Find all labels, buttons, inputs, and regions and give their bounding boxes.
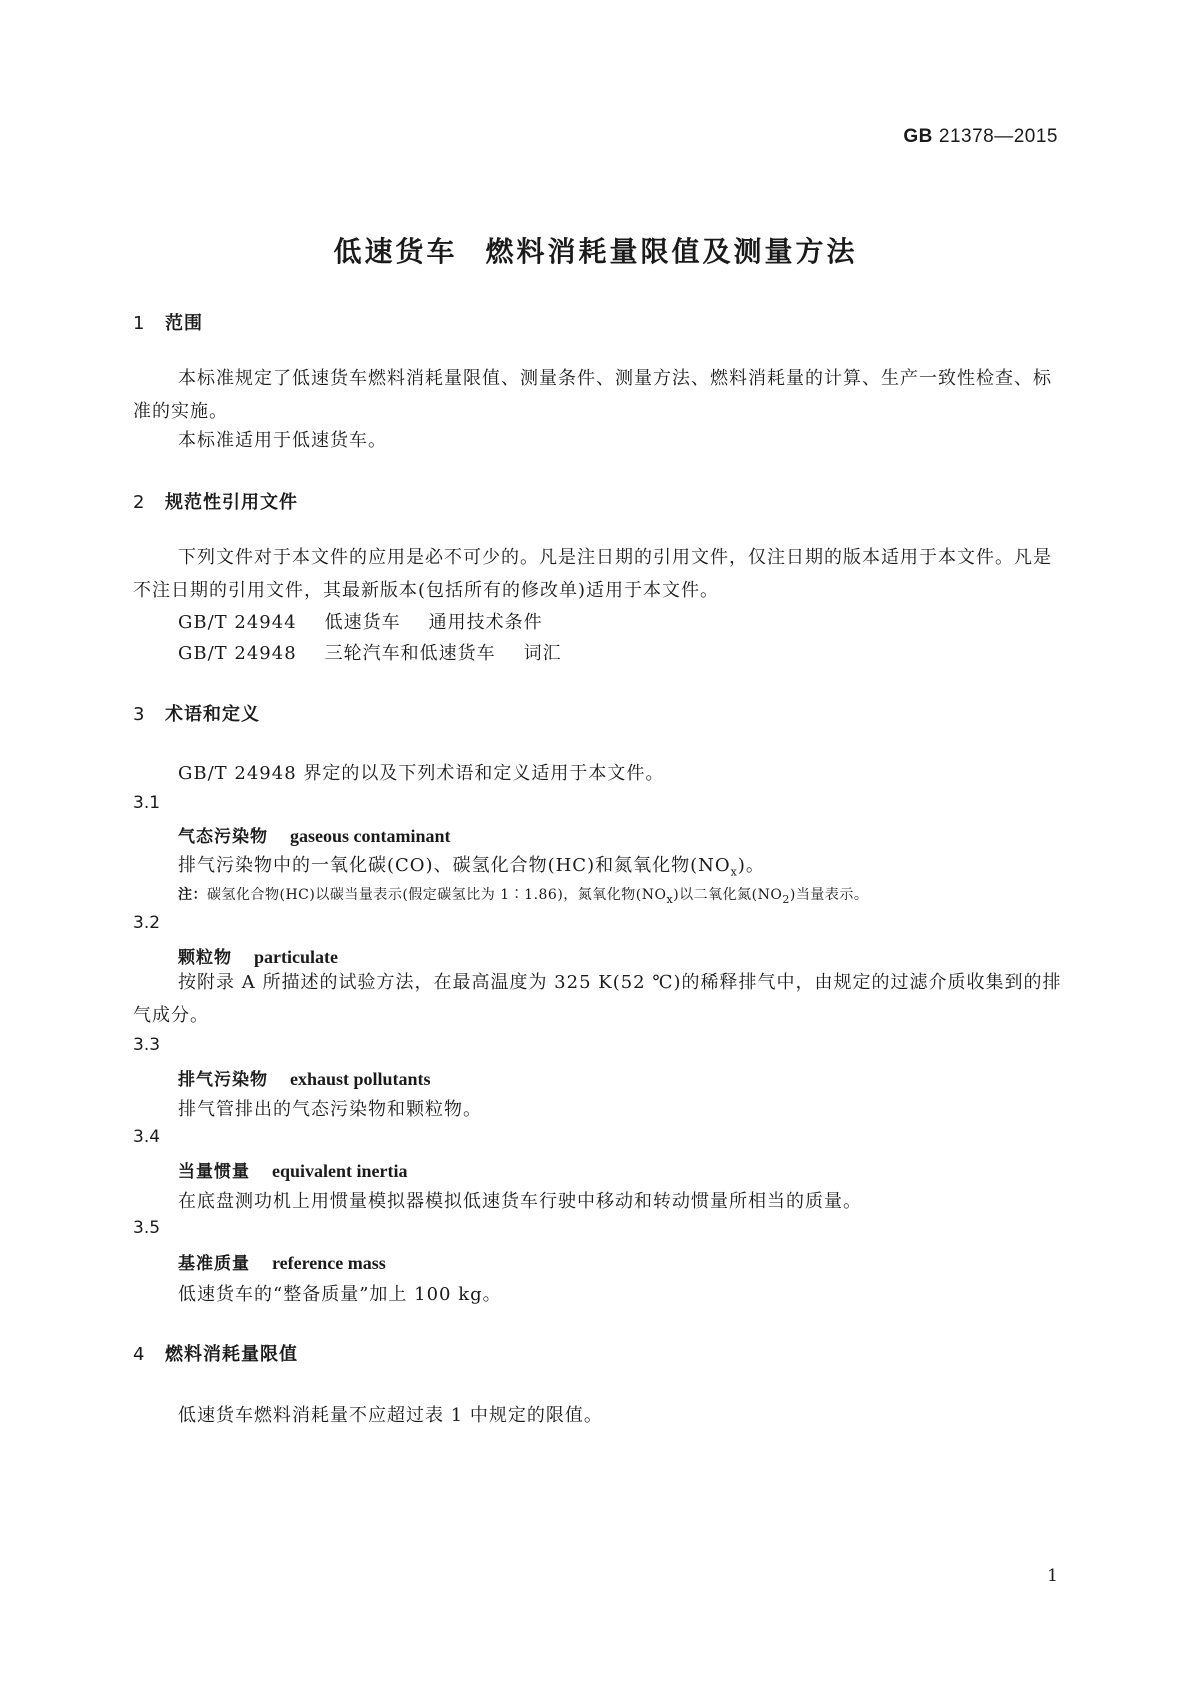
standard-prefix: GB [903,126,933,147]
reference-code: GB/T 24948 [178,643,297,664]
standard-code: 21378—2015 [938,126,1058,147]
section-number: 1 [133,313,146,334]
reference-subtitle: 词汇 [523,643,562,664]
reference-title: 低速货车 [324,612,401,633]
subscript: x [730,865,738,879]
note-text: )以二氧化氮(NO [673,887,783,903]
section-1-heading [133,309,203,335]
reference-item [178,608,543,634]
term-definition: 低速货车的“整备质量”加上 100 kg。 [178,1284,502,1305]
term-english: gaseous contaminant [290,826,451,846]
document-title [0,230,1191,270]
reference-title: 三轮汽车和低速货车 [324,643,496,664]
section-4-paragraph-1: 低速货车燃料消耗量不应超过表 1 中规定的限值。 [178,1405,603,1426]
term-english: reference mass [272,1253,386,1273]
clause-number: 3.3 [133,1035,161,1055]
term-chinese: 气态污染物 [178,827,268,847]
reference-code: GB/T 24944 [178,612,297,633]
definition-text: )。 [737,855,765,876]
section-2-heading [133,488,298,514]
reference-subtitle: 通用技术条件 [428,612,543,633]
term-heading [178,1065,431,1090]
clause-number: 3.4 [133,1127,161,1147]
term-heading [178,1249,386,1274]
note-label: 注： [178,887,207,903]
term-definition: 排气管排出的气态污染物和颗粒物。 [178,1099,482,1120]
section-4-heading [133,1340,298,1366]
page-number: 1 [1047,1566,1058,1586]
section-1-paragraph-1: 本标准规定了低速货车燃料消耗量限值、测量条件、测量方法、燃料消耗量的计算、生产一致性检查、标准的实施。 [133,368,1052,422]
term-english: exhaust pollutants [290,1069,431,1089]
standard-number [903,126,1058,148]
subscript: 2 [782,892,790,906]
section-title: 范围 [165,313,203,334]
title-part-1: 低速货车 [333,235,458,268]
clause-number: 3.1 [133,793,161,813]
term-heading [178,822,451,847]
section-number: 2 [133,492,146,513]
term-chinese: 基准质量 [178,1254,250,1274]
section-3-intro: GB/T 24948 界定的以及下列术语和定义适用于本文件。 [178,763,665,784]
term-chinese: 颗粒物 [178,948,232,968]
term-heading [178,1157,408,1182]
term-english: equivalent inertia [272,1161,408,1181]
note-text: )当量表示。 [789,887,869,903]
term-definition [178,851,765,879]
section-title: 燃料消耗量限值 [165,1344,298,1365]
section-3-heading [133,700,260,726]
section-1-paragraph-2: 本标准适用于低速货车。 [178,430,387,451]
note-text: 碳氢化合物(HC)以碳当量表示(假定碳氢比为 1∶1.86)，氮氧化物(NO [207,887,667,903]
title-part-2: 燃料消耗量限值及测量方法 [485,235,858,268]
section-number: 3 [133,704,146,725]
section-2-paragraph-1: 下列文件对于本文件的应用是必不可少的。凡是注日期的引用文件，仅注日期的版本适用于本文件。凡是不注日期的引用文件，其最新版本(包括所有的修改单)适用于本文件。 [133,547,1052,601]
term-chinese: 排气污染物 [178,1070,268,1090]
term-definition: 在底盘测功机上用惯量模拟器模拟低速货车行驶中移动和转动惯量所相当的质量。 [178,1191,862,1212]
definition-text: 排气污染物中的一氧化碳(CO)、碳氢化合物(HC)和氮氧化物(NO [178,855,731,876]
section-title: 术语和定义 [165,704,260,725]
section-title: 规范性引用文件 [165,492,298,513]
term-definition: 按附录 A 所描述的试验方法，在最高温度为 325 K(52 ℃)的稀释排气中，由规定的过滤介质收集到的排气成分。 [133,972,1062,1026]
section-number: 4 [133,1344,146,1365]
reference-item [178,639,562,665]
term-note [178,884,868,906]
term-english: particulate [254,947,338,967]
clause-number: 3.5 [133,1218,161,1238]
term-chinese: 当量惯量 [178,1162,250,1182]
clause-number: 3.2 [133,913,161,933]
term-heading [178,943,338,968]
subscript: x [666,892,674,906]
